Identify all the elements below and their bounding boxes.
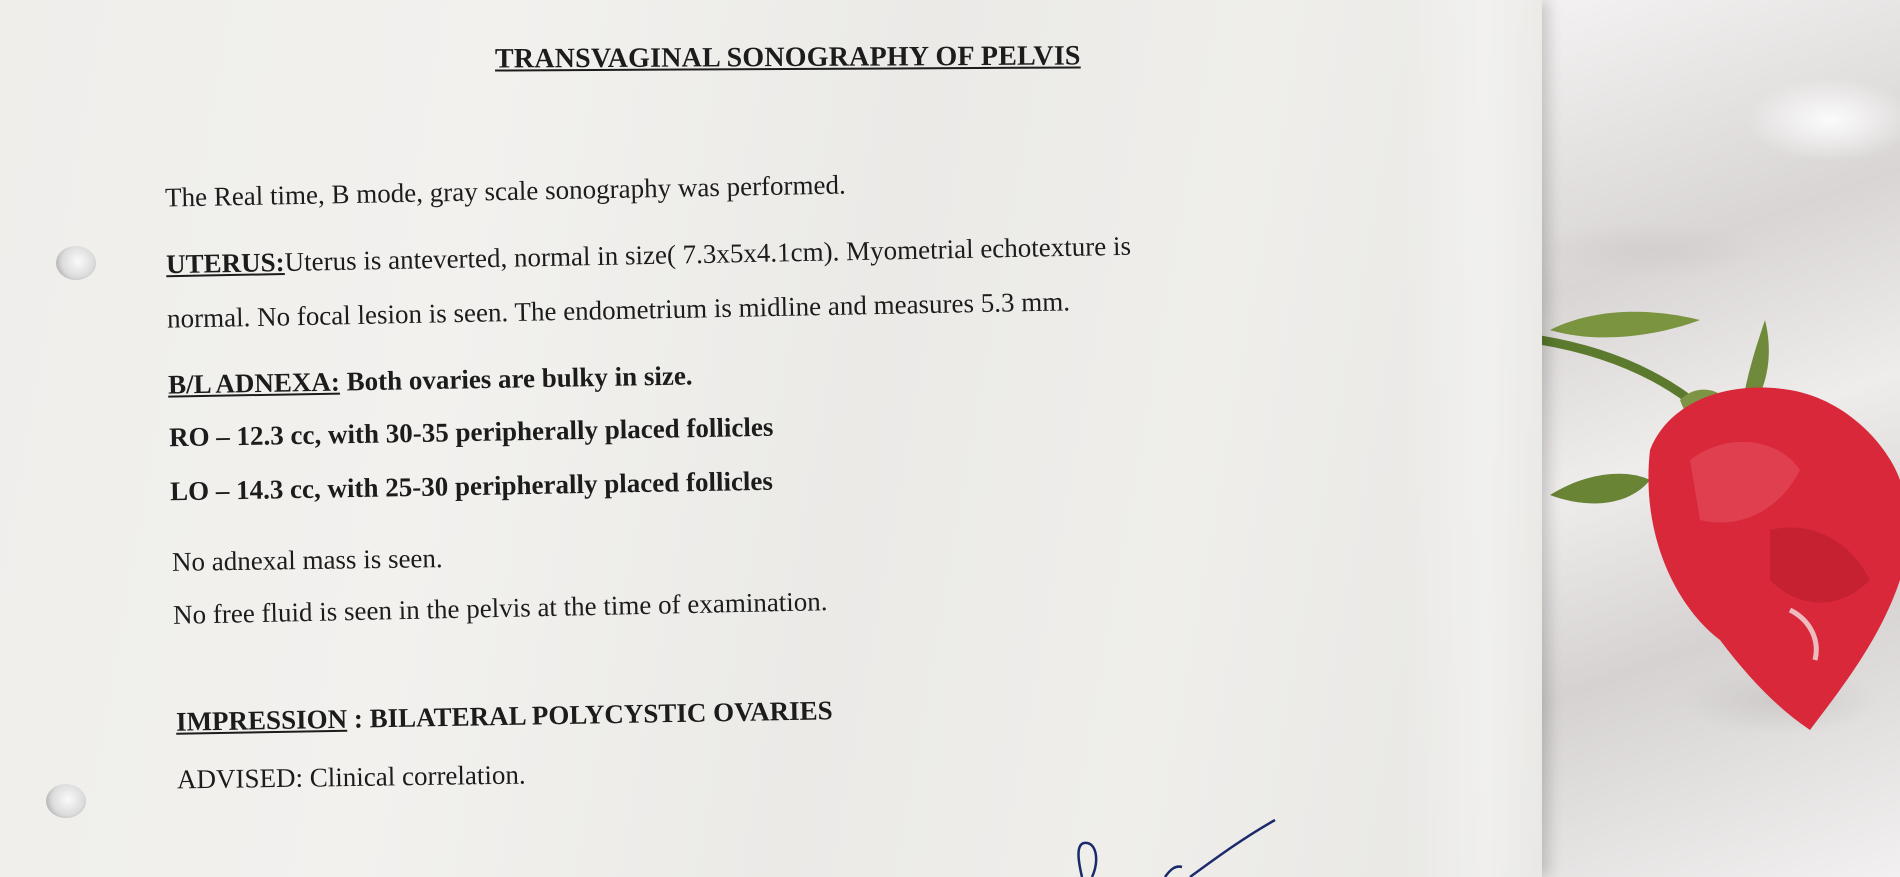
finding-free-fluid: No free fluid is seen in the pelvis at the time of examination. xyxy=(172,586,828,630)
adnexa-line xyxy=(168,360,693,400)
impression-line xyxy=(176,695,833,737)
intro-line: The Real time, B mode, gray scale sonography was performed. xyxy=(164,169,847,213)
right-ovary-line: RO – 12.3 cc, with 30-35 peripherally placed follicles xyxy=(168,411,774,453)
finding-adnexal-mass: No adnexal mass is seen. xyxy=(171,543,443,577)
uterus-line-1 xyxy=(166,231,1131,281)
impression-text: : BILATERAL POLYCYSTIC OVARIES xyxy=(346,695,833,734)
adnexa-text: Both ovaries are bulky in size. xyxy=(339,360,693,397)
impression-label: IMPRESSION xyxy=(175,703,348,737)
uterus-text-1: Uterus is anteverted, normal in size( 7.3x5x4.1cm). Myometrial echotexture is xyxy=(284,230,1132,277)
left-ovary-line: LO – 14.3 cc, with 25-30 peripherally placed follicles xyxy=(169,465,774,507)
report-title: TRANSVAGINAL SONOGRAPHY OF PELVIS xyxy=(494,40,1081,75)
uterus-label: UTERUS: xyxy=(165,246,285,280)
handwritten-signature xyxy=(1070,815,1290,877)
uterus-line-2: normal. No focal lesion is seen. The endometrium is midline and measures 5.3 mm. xyxy=(166,286,1071,334)
advised-line: ADVISED: Clinical correlation. xyxy=(176,759,526,795)
adnexa-label: B/L ADNEXA: xyxy=(167,366,341,400)
rose-flower-icon xyxy=(1540,310,1900,740)
